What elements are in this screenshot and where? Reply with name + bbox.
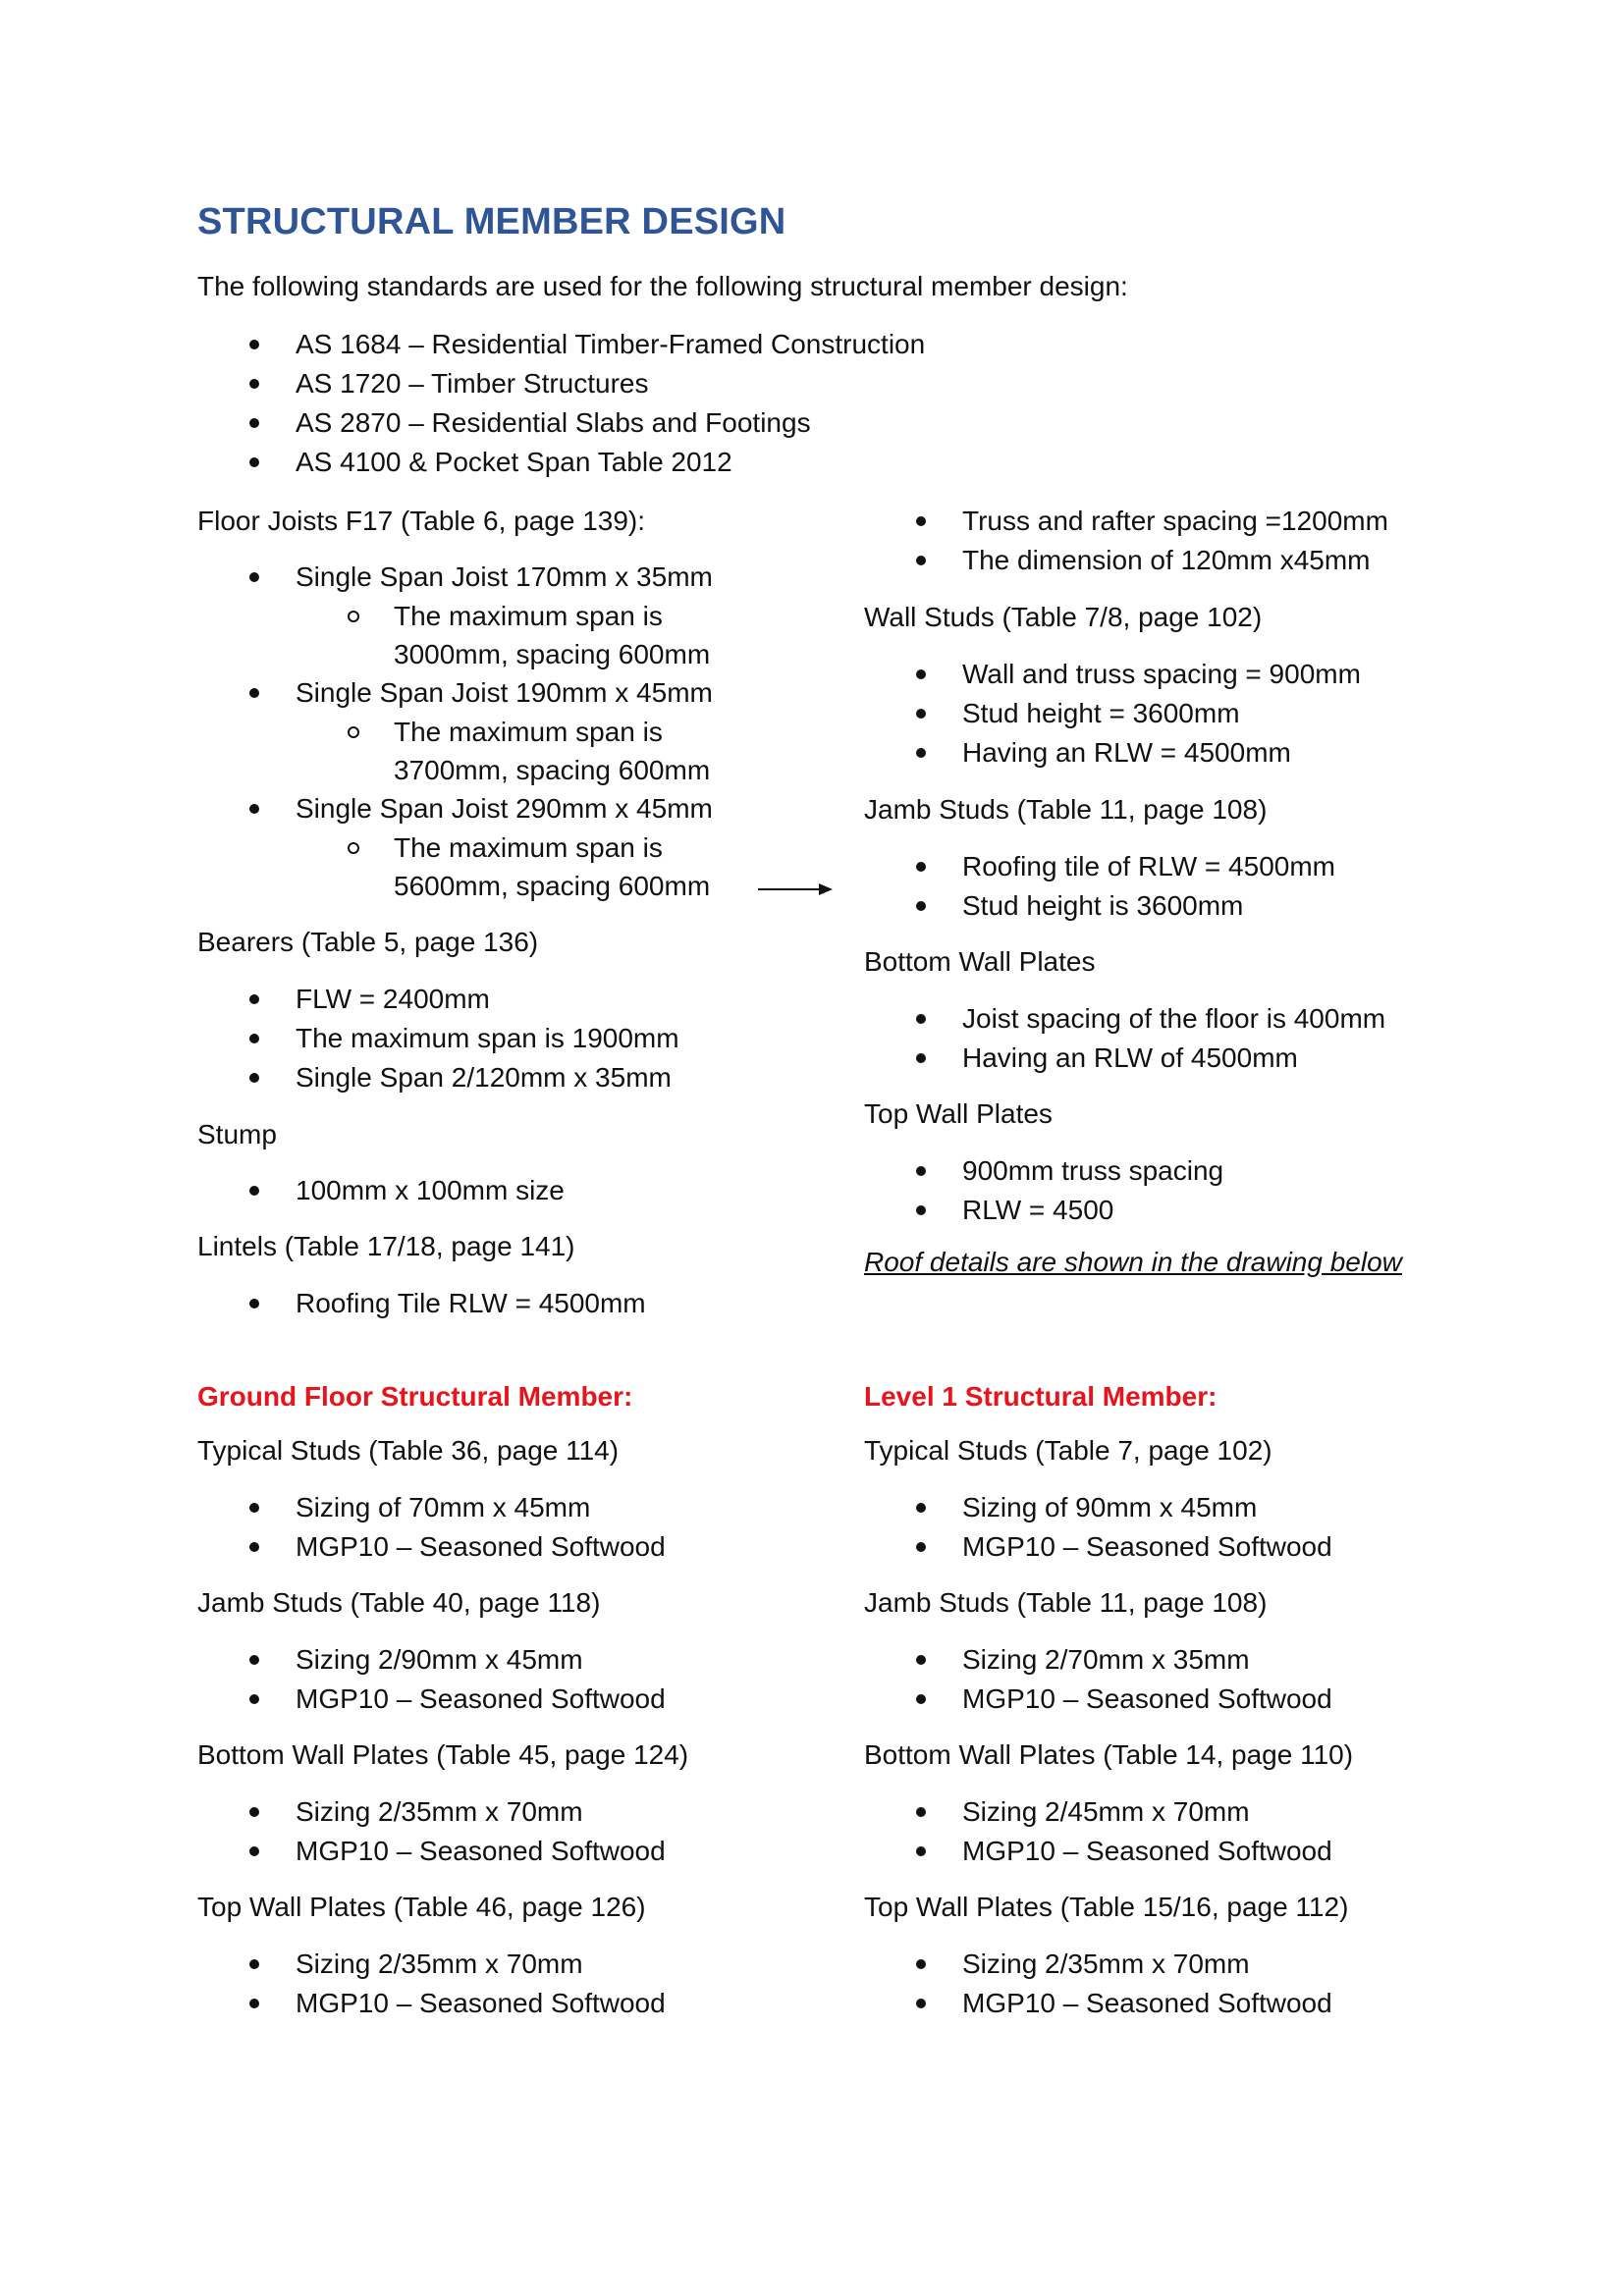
section-heading: Bottom Wall Plates (Table 14, page 110) (864, 1739, 1354, 1770)
standards-list (197, 325, 925, 482)
list-item: MGP10 – Seasoned Softwood (197, 1832, 666, 1871)
jamb-studs-list (864, 847, 1335, 926)
list-item-label: Single Span Joist 170mm x 35mm (296, 561, 713, 592)
sub-list-item: The maximum span is 3700mm, spacing 600mm (197, 713, 747, 789)
sub-list (197, 713, 747, 789)
list-item: Having an RLW = 4500mm (864, 733, 1361, 773)
list-item: AS 4100 & Pocket Span Table 2012 (197, 443, 925, 482)
roof-details-note: Roof details are shown in the drawing below (864, 1247, 1402, 1277)
list-item: 900mm truss spacing (864, 1151, 1223, 1191)
arrow-right-icon (756, 880, 835, 899)
bearers-heading: Bearers (Table 5, page 136) (197, 927, 539, 957)
list-item: MGP10 – Seasoned Softwood (197, 1984, 666, 2023)
list-item: Sizing of 70mm x 45mm (197, 1488, 666, 1527)
list-item: Stud height = 3600mm (864, 694, 1361, 733)
list-item-label: Single Span Joist 190mm x 45mm (296, 677, 713, 708)
section-list (864, 1792, 1332, 1871)
section-heading: Jamb Studs (Table 40, page 118) (197, 1587, 601, 1618)
list-item (197, 789, 747, 905)
list-item: MGP10 – Seasoned Softwood (864, 1832, 1332, 1871)
top-plates-heading: Top Wall Plates (864, 1098, 1053, 1129)
list-item: Joist spacing of the floor is 400mm (864, 999, 1385, 1039)
list-item: Sizing 2/35mm x 70mm (864, 1945, 1332, 1984)
bottom-plates-list (864, 999, 1385, 1078)
sub-list (197, 597, 747, 673)
section-heading: Typical Studs (Table 7, page 102) (864, 1435, 1272, 1466)
list-item: MGP10 – Seasoned Softwood (864, 1527, 1332, 1567)
level1-heading: Level 1 Structural Member: (864, 1381, 1217, 1412)
list-item: RLW = 4500 (864, 1191, 1223, 1230)
ground-floor-heading: Ground Floor Structural Member: (197, 1381, 633, 1412)
section-heading: Typical Studs (Table 36, page 114) (197, 1435, 620, 1466)
list-item (197, 673, 747, 789)
list-item: Sizing 2/90mm x 45mm (197, 1640, 666, 1680)
lintels-heading: Lintels (Table 17/18, page 141) (197, 1231, 575, 1261)
list-item: Having an RLW of 4500mm (864, 1039, 1385, 1078)
sub-list-item: The maximum span is 3000mm, spacing 600mm (197, 597, 747, 673)
bearers-list (197, 980, 679, 1097)
list-item-label: Single Span Joist 290mm x 45mm (296, 793, 713, 824)
wall-studs-heading: Wall Studs (Table 7/8, page 102) (864, 602, 1263, 632)
list-item: Sizing 2/35mm x 70mm (197, 1792, 666, 1832)
intro-text: The following standards are used for the following structural member design: (197, 271, 1128, 301)
list-item: AS 1720 – Timber Structures (197, 364, 925, 403)
sub-list (197, 828, 747, 905)
stump-heading: Stump (197, 1119, 277, 1149)
sub-list-item: The maximum span is 5600mm, spacing 600mm (197, 828, 747, 905)
section-list (197, 1945, 666, 2023)
list-item: AS 1684 – Residential Timber-Framed Construction (197, 325, 925, 364)
page-title: STRUCTURAL MEMBER DESIGN (197, 201, 786, 242)
section-heading: Bottom Wall Plates (Table 45, page 124) (197, 1739, 689, 1770)
lintels-list (197, 1284, 646, 1323)
list-item: Single Span 2/120mm x 35mm (197, 1058, 679, 1097)
list-item: MGP10 – Seasoned Softwood (864, 1680, 1332, 1719)
list-item: Roofing tile of RLW = 4500mm (864, 847, 1335, 886)
section-heading: Top Wall Plates (Table 46, page 126) (197, 1892, 646, 1922)
list-item: The maximum span is 1900mm (197, 1019, 679, 1058)
truss-list (864, 502, 1388, 580)
bottom-plates-heading: Bottom Wall Plates (864, 946, 1096, 977)
list-item: Sizing 2/35mm x 70mm (197, 1945, 666, 1984)
list-item: 100mm x 100mm size (197, 1171, 565, 1210)
list-item: The dimension of 120mm x45mm (864, 541, 1388, 580)
section-list (864, 1945, 1332, 2023)
section-list (864, 1488, 1332, 1567)
section-list (197, 1488, 666, 1567)
section-heading: Top Wall Plates (Table 15/16, page 112) (864, 1892, 1349, 1922)
stump-list (197, 1171, 565, 1210)
section-list (864, 1640, 1332, 1719)
section-heading: Jamb Studs (Table 11, page 108) (864, 1587, 1268, 1618)
list-item: FLW = 2400mm (197, 980, 679, 1019)
list-item (197, 558, 747, 673)
list-item: Sizing 2/70mm x 35mm (864, 1640, 1332, 1680)
list-item: Sizing 2/45mm x 70mm (864, 1792, 1332, 1832)
list-item: Stud height is 3600mm (864, 886, 1335, 926)
list-item: Wall and truss spacing = 900mm (864, 655, 1361, 694)
wall-studs-list (864, 655, 1361, 773)
floor-joists-heading: Floor Joists F17 (Table 6, page 139): (197, 506, 646, 536)
list-item: Truss and rafter spacing =1200mm (864, 502, 1388, 541)
floor-joists-list (197, 558, 747, 905)
section-list (197, 1792, 666, 1871)
list-item: AS 2870 – Residential Slabs and Footings (197, 403, 925, 443)
list-item: MGP10 – Seasoned Softwood (197, 1527, 666, 1567)
list-item: Sizing of 90mm x 45mm (864, 1488, 1332, 1527)
list-item: MGP10 – Seasoned Softwood (864, 1984, 1332, 2023)
list-item: MGP10 – Seasoned Softwood (197, 1680, 666, 1719)
top-plates-list (864, 1151, 1223, 1230)
jamb-studs-heading: Jamb Studs (Table 11, page 108) (864, 794, 1268, 825)
section-list (197, 1640, 666, 1719)
list-item: Roofing Tile RLW = 4500mm (197, 1284, 646, 1323)
